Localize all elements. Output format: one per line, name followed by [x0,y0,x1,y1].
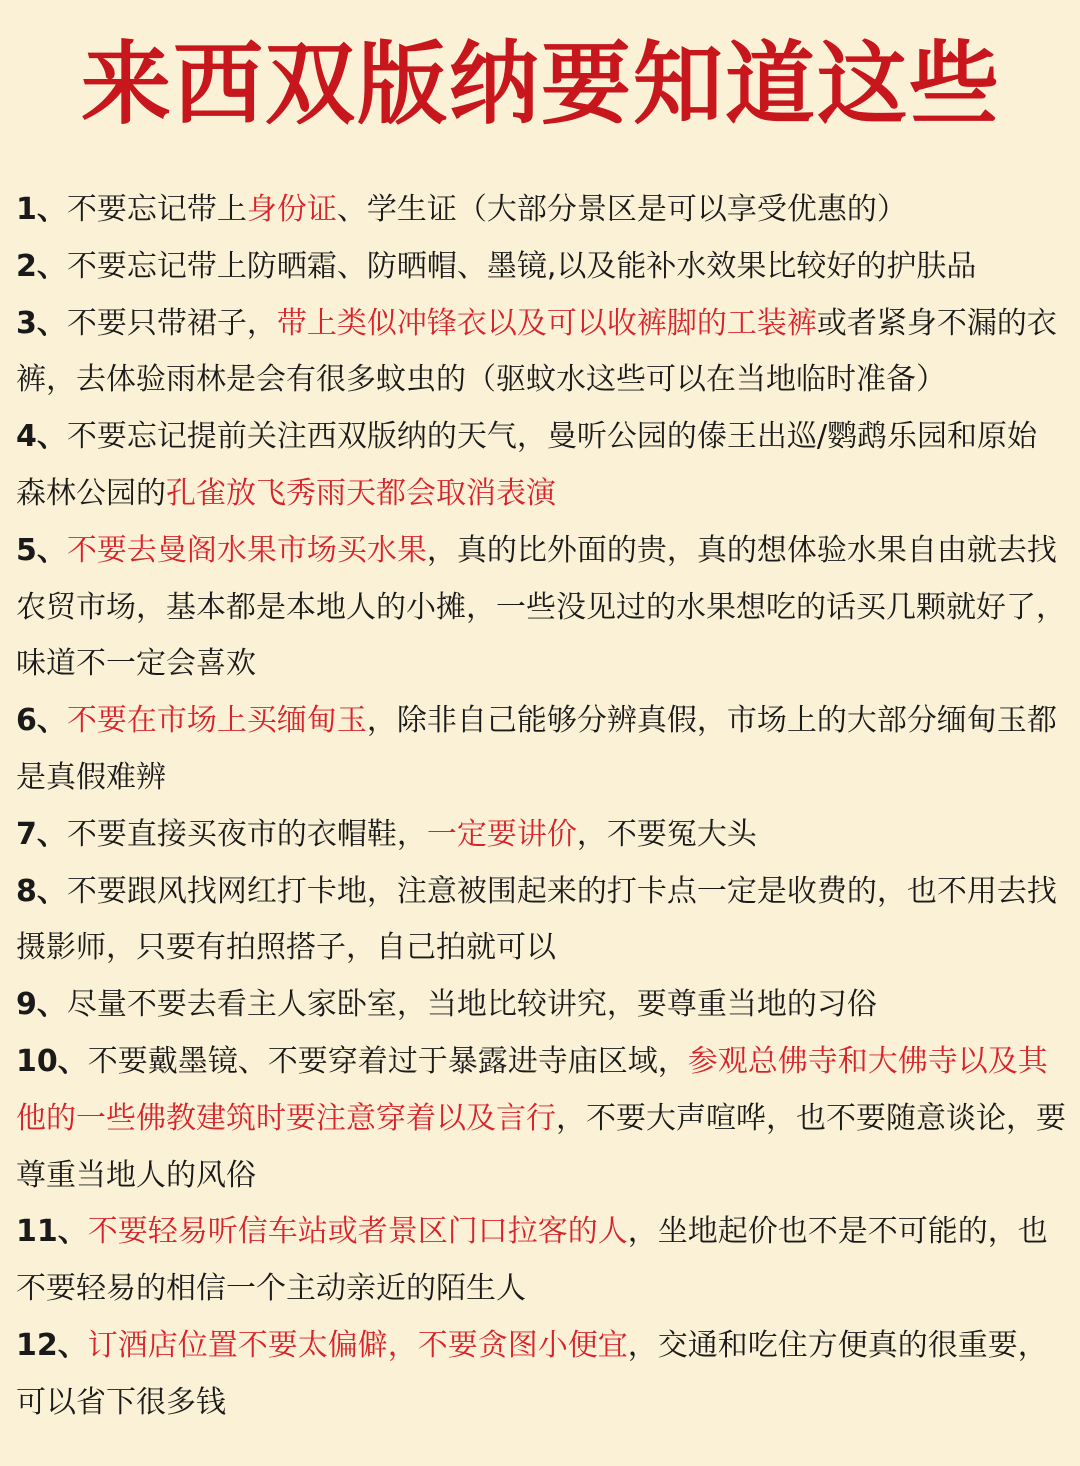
tip-number: 5、 [16,532,67,568]
tip-number: 11、 [16,1214,88,1250]
tip-highlight-text: 不要轻易听信车站或者景区门口拉客的人 [87,1214,628,1250]
tip-item-9 [16,977,1066,1034]
tip-number: 9、 [16,987,67,1023]
tip-number: 8、 [16,873,67,909]
tip-text: ，坐地起价也不是不可能的，也不要轻易的相信一个主动亲近的陌生人 [16,1214,1048,1307]
tip-number: 4、 [16,419,67,455]
tip-item-12 [16,1318,1066,1432]
tip-text: 不要忘记带上防晒霜、防晒帽、墨镜,以及能补水效果比较好的护肤品 [66,248,977,284]
tip-text: 不要忘记带上 [66,192,247,227]
tip-text: 或者紧身不漏的衣裤，去体验雨林是会有很多蚊虫的（驱蚊水这些可以在当地临时准备） [16,305,1057,398]
tip-number: 1、 [16,192,67,227]
tip-highlight-text: 不要去曼阁水果市场买水果 [66,532,427,568]
tip-item-1 [16,182,1066,239]
tip-highlight-text: 一定要讲价 [426,816,577,852]
tip-text: 不要跟风找网红打卡地，注意被围起来的打卡点一定是收费的，也不用去找摄影师，只要有拍照搭子，自己拍就可以 [16,873,1057,966]
tip-number: 2、 [16,248,67,284]
tip-highlight-text: 带上类似冲锋衣以及可以收裤脚的工装裤 [276,305,817,341]
tip-number: 6、 [16,703,67,739]
tip-highlight-text: 订酒店位置不要太偏僻，不要贪图小便宜 [87,1327,628,1363]
tip-item-5 [16,523,1066,693]
tip-text: 尽量不要去看主人家卧室，当地比较讲究，要尊重当地的习俗 [66,987,877,1023]
tip-item-11 [16,1204,1066,1318]
tip-item-6 [16,693,1066,807]
tips-list [16,182,1066,1432]
tip-text: 不要只带裙子， [66,305,277,341]
tip-number: 12、 [16,1327,88,1363]
tip-highlight-text: 身份证 [246,192,337,227]
tip-text: 不要戴墨镜、不要穿着过于暴露进寺庙区域， [87,1043,688,1079]
tip-text: ，不要大声喧哗，也不要随意谈论，要尊重当地人的风俗 [16,1100,1066,1193]
page-title: 来西双版纳要知道这些 [81,32,1001,137]
tip-item-10 [16,1034,1066,1204]
tip-text: ，除非自己能够分辨真假，市场上的大部分缅甸玉都是真假难辨 [16,703,1057,795]
tip-text: ，不要冤大头 [576,816,757,852]
tip-number: 10、 [16,1043,88,1079]
tip-highlight-text: 不要在市场上买缅甸玉 [66,703,367,739]
tip-text: ，真的比外面的贵，真的想体验水果自由就去找农贸市场，基本都是本地人的小摊，一些没见过的水果想吃的话买几颗就好了，味道不一定会喜欢 [16,532,1066,682]
tip-number: 7、 [16,816,67,852]
tip-highlight-text: 参观总佛寺和大佛寺以及其他的一些佛教建筑时要注意穿着以及言行 [16,1043,1048,1136]
tip-number: 3、 [16,305,67,341]
tip-text: 不要忘记提前关注西双版纳的天气，曼听公园的傣王出巡/鹦鹉乐园和原始森林公园的 [16,419,1037,511]
tip-text: 、学生证（大部分景区是可以享受优惠的） [336,192,907,227]
tip-item-7 [16,807,1066,864]
tip-item-3 [16,296,1066,410]
tip-highlight-text: 孔雀放飞秀雨天都会取消表演 [166,475,556,511]
tip-item-2 [16,239,1066,296]
tip-item-4 [16,409,1066,523]
tip-text: ，交通和吃住方便真的很重要，可以省下很多钱 [16,1327,1048,1420]
tip-item-8 [16,864,1066,978]
tip-text: 不要直接买夜市的衣帽鞋， [66,816,427,852]
